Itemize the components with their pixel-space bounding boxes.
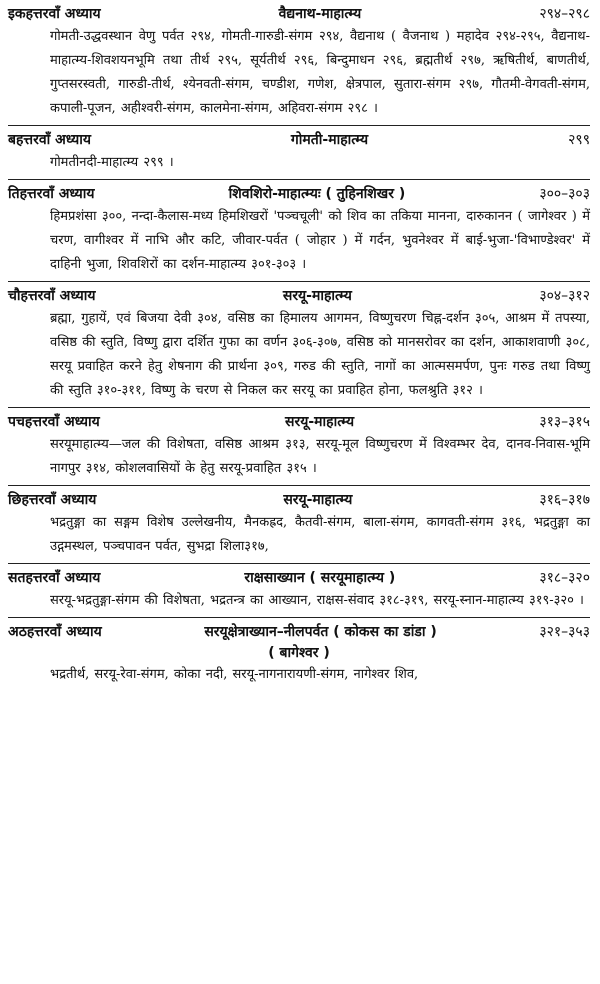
chapter-summary: सरयूमाहात्म्य—जल की विशेषता, वसिष्ठ आश्रम ३१३, सरयू-मूल विष्णुचरण में विश्वम्भर देव, दानव-निवास-भूमि नागपुर ३१४, कोशलवासियों के हेतु सरयू-प्रवाहित ३१५ । (50, 437, 590, 476)
chapter-74 (8, 282, 590, 408)
chapter-pages: ३००–३०३ (539, 186, 590, 202)
chapter-pages: ३१३–३१५ (539, 414, 590, 430)
chapter-78 (8, 618, 590, 691)
chapter-number: बहत्तरवाँ अध्याय (8, 132, 91, 148)
chapter-number: इकहत्तरवाँ अध्याय (8, 6, 101, 22)
chapter-pages: २९४–२९८ (539, 6, 590, 22)
chapter-heading (8, 621, 590, 643)
chapter-summary: भद्रतुङ्गा का सङ्गम विशेष उल्लेखनीय, मैनकह्रद, कैतवी-संगम, बाला-संगम, कागवती-संगम ३१६, भद्रतुङ्गा का उद्गमस्थल, पञ्चपावन पर्वत, सुभद्रा शिला३१७, (50, 515, 590, 554)
chapter-number: पचहत्तरवाँ अध्याय (8, 414, 100, 430)
chapter-title: सरयू-माहात्म्य (282, 288, 352, 304)
chapter-72 (8, 126, 590, 180)
chapter-summary: गोमतीनदी-माहात्म्य २९९ । (50, 155, 174, 170)
chapter-number: छिहत्तरवाँ अध्याय (8, 492, 97, 508)
chapter-73 (8, 180, 590, 282)
chapter-77 (8, 564, 590, 618)
chapter-number: चौहत्तरवाँ अध्याय (8, 288, 96, 304)
chapter-heading (8, 567, 590, 589)
chapter-76 (8, 486, 590, 564)
chapter-75 (8, 408, 590, 486)
chapter-pages: ३०४–३१२ (539, 288, 590, 304)
chapter-pages: ३२१–३५३ (539, 624, 590, 640)
chapter-pages: २९९ (568, 132, 590, 148)
chapter-heading (8, 411, 590, 433)
chapter-summary: ब्रह्मा, गुहायें, एवं बिजया देवी ३०४, वसिष्ठ का हिमालय आगमन, विष्णुचरण चिह्न-दर्शन ३०५, आश्रम में तपस्या, वसिष्ठ की स्तुति, विष्णु द्वारा दर्शित गुफा का वर्णन ३०६-३०७, वसिष्ठ को मानसरोवर का दर्शन, आकाशवाणी ३०८, सरयू प्रवाहित करने हेतु शेषनाग की प्रार्थना ३०९, गरुड की स्तुति, नागों का आत्मसमर्पण, पुनः गरुड तथा विष्णु की स्तुति ३१०-३११, विष्णु के चरण से निकल कर सरयू का प्रवाहित होना, फलश्रुति ३१२ । (50, 311, 590, 398)
chapter-number: अठहत्तरवाँ अध्याय (8, 624, 102, 640)
chapter-summary: हिमप्रशंसा ३००, नन्दा-कैलास-मध्य हिमशिखरों 'पञ्चचूली' को शिव का तकिया मानना, दारुकानन ( जागेश्वर ) में चरण, वागीश्वर में नाभि और कटि, जीवार-पर्वत ( जोहार ) में गर्दन, भुवनेश्वर में बाई-भुजा-'विभाण्डेश्वर' में दाहिनी भुजा, शिवशिरों का दर्शन-माहात्म्य ३०१-३०३ । (50, 209, 590, 272)
chapter-pages: ३१८–३२० (539, 570, 590, 586)
chapter-title: गोमती-माहात्म्य (290, 132, 369, 148)
chapter-71 (8, 0, 590, 126)
chapter-title: सरयू-माहात्म्य (285, 414, 355, 430)
chapter-summary: गोमती-उद्धवस्थान वेणु पर्वत २९४, गोमती-गारुडी-संगम २९४, वैद्यनाथ ( वैजनाथ ) महादेव २९४-२९५, वैद्यनाथ-माहात्म्य-शिवशयनभूमि तथा तीर्थ २९५, सूर्यतीर्थ २९६, बिन्दुमाधन २९६, ब्रह्मतीर्थ २९७, ऋषितीर्थ, बाणतीर्थ, गुप्तसरस्वती, गारुडी-तीर्थ, श्येनवती-संगम, चण्डीश, गणेश, क्षेत्रपाल, सुतारा-संगम २९७, गौतमी-वेगवती-संगम, कपाली-पूजन, अहीश्वरी-संगम, कालमेना-संगम, अहिवरा-संगम २९८ । (50, 29, 590, 116)
chapter-title: राक्षसाख्यान ( सरयूमाहात्म्य ) (244, 570, 396, 586)
chapter-heading (8, 489, 590, 511)
chapter-summary: सरयू-भद्रतुङ्गा-संगम की विशेषता, भद्रतन्त्र का आख्यान, राक्षस-संवाद ३१८-३१९, सरयू-स्नान-माहात्म्य ३१९-३२० । (50, 593, 584, 608)
chapter-number: तिहत्तरवाँ अध्याय (8, 186, 95, 202)
chapter-title: सरयूक्षेत्राख्यान–नीलपर्वत ( कोकस का डांडा ) (204, 624, 437, 640)
chapter-pages: ३१६–३१७ (539, 492, 590, 508)
chapter-heading (8, 3, 590, 25)
chapter-subtitle: ( बागेश्वर ) (268, 645, 330, 661)
chapter-title: वैद्यनाथ-माहात्म्य (278, 6, 362, 22)
chapter-title: सरयू-माहात्म्य (283, 492, 353, 508)
chapter-heading (8, 285, 590, 307)
chapter-title: शिवशिरो-माहात्म्यः ( तुहिनशिखर ) (228, 186, 406, 202)
chapter-summary: भद्रतीर्थ, सरयू-रेवा-संगम, कोका नदी, सरयू-नागनारायणी-संगम, नागेश्वर शिव, (50, 667, 419, 682)
chapter-heading (8, 183, 590, 205)
chapter-heading (8, 129, 590, 151)
chapter-number: सतहत्तरवाँ अध्याय (8, 570, 101, 586)
